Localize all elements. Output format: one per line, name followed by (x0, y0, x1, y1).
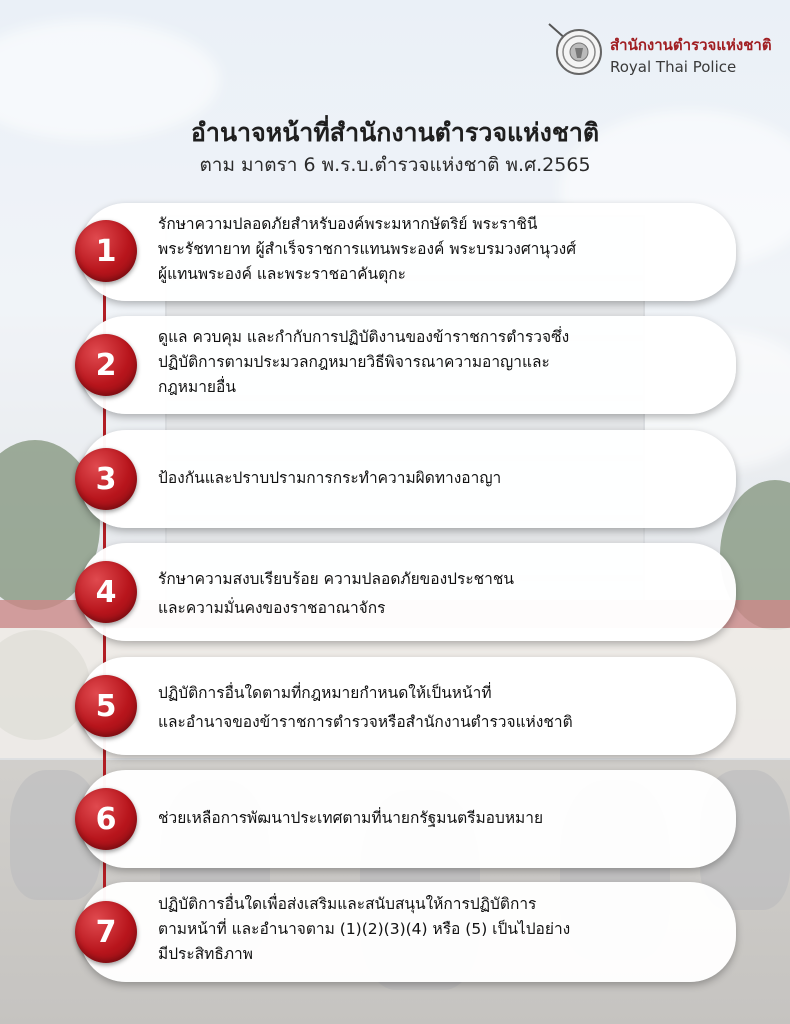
page-title: อำนาจหน้าที่สำนักงานตำรวจแห่งชาติ (190, 118, 600, 147)
duty-text (158, 466, 712, 491)
duty-card-1 (80, 203, 736, 301)
logo-thai-text: สำนักงานตำรวจแห่งชาติ (610, 36, 772, 54)
logo-english-text: Royal Thai Police (610, 58, 737, 76)
duty-line: ดูแล ควบคุม และกำกับการปฏิบัติงานของข้าราชการตำรวจซึ่ง (158, 328, 570, 346)
duty-card-6 (80, 770, 736, 868)
duty-text (158, 565, 712, 623)
duty-text (158, 892, 712, 967)
royal-thai-police-emblem-icon (545, 20, 607, 80)
duty-line: ช่วยเหลือการพัฒนาประเทศตามที่นายกรัฐมนตรีมอบหมาย (158, 809, 544, 827)
duty-card-7 (80, 882, 736, 982)
duty-line: ป้องกันและปราบปรามการกระทำความผิดทางอาญา (158, 469, 502, 487)
duty-line: มีประสิทธิภาพ (158, 945, 253, 963)
page-subtitle: ตาม มาตรา 6 พ.ร.บ.ตำรวจแห่งชาติ พ.ศ.2565 (199, 154, 591, 176)
duty-line: ผู้แทนพระองค์ และพระราชอาคันตุกะ (158, 265, 406, 283)
duty-line: ตามหน้าที่ และอำนาจตาม (1)(2)(3)(4) หรือ (5) เป็นไปอย่าง (158, 920, 571, 938)
duty-text (158, 212, 712, 287)
duty-card-4 (80, 543, 736, 641)
duty-card-5 (80, 657, 736, 755)
duty-line: ปฏิบัติการอื่นใดตามที่กฎหมายกำหนดให้เป็นหน้าที่ (158, 684, 492, 702)
duty-number-badge: 1 (75, 220, 137, 282)
duty-line: ปฏิบัติการอื่นใดเพื่อส่งเสริมและสนับสนุนให้การปฏิบัติการ (158, 895, 537, 913)
duty-line: และอำนาจของข้าราชการตำรวจหรือสำนักงานตำรวจแห่งชาติ (158, 713, 573, 731)
duty-card-3 (80, 430, 736, 528)
duty-number-badge: 5 (75, 675, 137, 737)
duty-number-badge: 2 (75, 334, 137, 396)
duty-text (158, 806, 712, 831)
duty-number-badge: 6 (75, 788, 137, 850)
duty-line: และความมั่นคงของราชอาณาจักร (158, 599, 386, 617)
duty-card-2 (80, 316, 736, 414)
duty-number-badge: 7 (75, 901, 137, 963)
duty-line: พระรัชทายาท ผู้สำเร็จราชการแทนพระองค์ พระบรมวงศานุวงศ์ (158, 240, 577, 258)
duty-line: รักษาความปลอดภัยสำหรับองค์พระมหากษัตริย์ พระราชินี (158, 215, 538, 233)
duty-number-badge: 3 (75, 448, 137, 510)
duty-text (158, 325, 712, 400)
duty-line: ปฏิบัติการตามประมวลกฎหมายวิธีพิจารณาความอาญาและ (158, 353, 550, 371)
duty-text (158, 679, 712, 737)
duty-line: กฎหมายอื่น (158, 378, 236, 396)
duty-number-badge: 4 (75, 561, 137, 623)
duty-line: รักษาความสงบเรียบร้อย ความปลอดภัยของประชาชน (158, 570, 514, 588)
